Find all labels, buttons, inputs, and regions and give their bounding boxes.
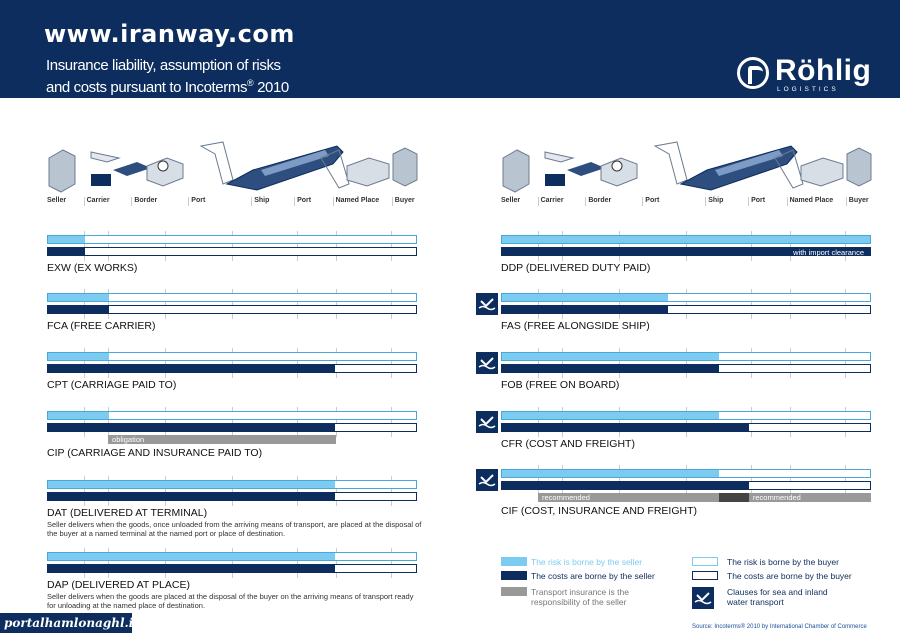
risk-fill bbox=[48, 481, 335, 488]
stage-label: Ship bbox=[708, 197, 724, 204]
buyer-building-icon bbox=[847, 148, 871, 186]
train-icon bbox=[567, 162, 605, 176]
cost-bar bbox=[501, 481, 871, 490]
warehouse-icon bbox=[801, 158, 843, 186]
legend-risk-seller-swatch bbox=[501, 557, 527, 566]
rohlig-logo bbox=[737, 54, 883, 95]
legend-cost-seller: The costs are borne by the seller bbox=[531, 571, 655, 581]
risk-fill bbox=[502, 412, 719, 419]
risk-fill bbox=[502, 353, 719, 360]
site-url[interactable]: www.iranway.com bbox=[44, 20, 295, 48]
risk-fill bbox=[502, 294, 668, 301]
risk-bar bbox=[501, 235, 871, 244]
risk-bar bbox=[501, 293, 871, 302]
header-banner bbox=[0, 0, 900, 98]
insurance-label: obligation bbox=[112, 435, 145, 444]
subtitle-line-2 bbox=[46, 78, 289, 96]
stage-tick bbox=[846, 197, 847, 206]
truck-icon bbox=[545, 174, 565, 186]
stage-label: Port bbox=[297, 197, 312, 204]
truck-icon bbox=[91, 174, 111, 186]
legend-insurance: Transport insurance is the responsibility of the seller bbox=[531, 587, 629, 607]
sea-transport-icon bbox=[476, 293, 498, 315]
risk-fill bbox=[48, 294, 109, 301]
risk-bar bbox=[47, 235, 417, 244]
legend-risk-buyer: The risk is borne by the buyer bbox=[727, 557, 839, 567]
risk-fill bbox=[502, 470, 719, 477]
stage-tick bbox=[333, 197, 334, 206]
stage-tick bbox=[131, 197, 132, 206]
term-name: FOB (FREE ON BOARD) bbox=[501, 379, 620, 391]
risk-bar bbox=[501, 469, 871, 478]
plane-icon bbox=[545, 152, 573, 162]
term-name: FCA (FREE CARRIER) bbox=[47, 320, 156, 332]
cost-fill bbox=[48, 424, 335, 431]
insurance-bar-2 bbox=[749, 493, 871, 502]
footer-banner bbox=[0, 611, 144, 633]
risk-bar bbox=[47, 552, 417, 561]
legend-sea: Clauses for sea and inland water transport bbox=[727, 587, 828, 607]
stage-label: Carrier bbox=[540, 197, 564, 204]
stage-tick bbox=[585, 197, 586, 206]
cost-fill bbox=[48, 306, 109, 313]
stage-label: Named Place bbox=[335, 197, 380, 204]
stage-tick bbox=[188, 197, 189, 206]
transport-illustration bbox=[47, 140, 447, 200]
insurance-bar bbox=[108, 435, 336, 444]
stage-label: Border bbox=[588, 197, 612, 204]
risk-bar bbox=[501, 411, 871, 420]
cost-bar bbox=[47, 423, 417, 432]
stage-label: Buyer bbox=[848, 197, 869, 204]
customs-sign-icon bbox=[158, 161, 168, 171]
stage-tick bbox=[294, 197, 295, 206]
customs-sign-icon bbox=[612, 161, 622, 171]
transport-illustration bbox=[501, 140, 900, 200]
legend-cost-buyer-swatch bbox=[692, 571, 718, 580]
subtitle-line-2-text: and costs pursuant to Incoterms bbox=[46, 79, 248, 96]
cost-fill bbox=[502, 482, 749, 489]
term-description: Seller delivers when the goods are placed at the disposal of the buyer on the arriving means of transport ready for unloading at the named place of destination. bbox=[47, 592, 414, 610]
stage-label: Seller bbox=[47, 197, 67, 204]
cost-bar bbox=[47, 492, 417, 501]
seller-building-icon bbox=[503, 150, 529, 192]
risk-bar bbox=[501, 352, 871, 361]
stage-tick bbox=[642, 197, 643, 206]
stage-label: Carrier bbox=[86, 197, 110, 204]
cost-bar bbox=[47, 364, 417, 373]
logo-mark-icon bbox=[737, 57, 769, 89]
term-name: DAT (DELIVERED AT TERMINAL) bbox=[47, 507, 208, 519]
cost-fill bbox=[48, 365, 335, 372]
term-name: DDP (DELIVERED DUTY PAID) bbox=[501, 262, 651, 274]
risk-fill bbox=[502, 236, 870, 243]
stage-label: Port bbox=[645, 197, 660, 204]
legend-risk-buyer-swatch bbox=[692, 557, 718, 566]
risk-fill bbox=[48, 412, 109, 419]
risk-fill bbox=[48, 553, 335, 560]
cost-bar bbox=[501, 305, 871, 314]
stage-tick bbox=[787, 197, 788, 206]
insurance-label: recommended bbox=[542, 493, 590, 502]
train-icon bbox=[113, 162, 151, 176]
legend-risk-seller: The risk is borne by the seller bbox=[531, 557, 643, 567]
stage-tick bbox=[538, 197, 539, 206]
subtitle-line-1: Insurance liability, assumption of risks bbox=[46, 57, 281, 74]
term-name: CIP (CARRIAGE AND INSURANCE PAID TO) bbox=[47, 447, 263, 459]
cost-fill bbox=[502, 365, 719, 372]
cost-bar bbox=[47, 305, 417, 314]
legend-cost-seller-swatch bbox=[501, 571, 527, 580]
risk-bar bbox=[47, 411, 417, 420]
insurance-label-2: recommended bbox=[752, 493, 801, 502]
term-name: FAS (FREE ALONGSIDE SHIP) bbox=[501, 320, 650, 332]
stage-label: Seller bbox=[501, 197, 521, 204]
crane-icon bbox=[655, 142, 687, 184]
stage-label: Ship bbox=[254, 197, 270, 204]
term-description: Seller delivers when the goods, once unloaded from the arriving means of transport, are placed at the disposal of the buyer at a named terminal at the named port or place of destination. bbox=[47, 520, 422, 538]
subtitle-year: 2010 bbox=[257, 79, 289, 96]
buyer-building-icon bbox=[393, 148, 417, 186]
cost-fill bbox=[48, 248, 85, 255]
term-name: DAP (DELIVERED AT PLACE) bbox=[47, 579, 190, 591]
crane-icon bbox=[201, 142, 233, 184]
seller-building-icon bbox=[49, 150, 75, 192]
cost-bar bbox=[501, 423, 871, 432]
brand-name: Röhlig bbox=[775, 54, 872, 87]
cost-fill bbox=[502, 424, 749, 431]
legend-sea-icon bbox=[692, 587, 714, 609]
risk-bar bbox=[47, 480, 417, 489]
sea-transport-icon bbox=[476, 469, 498, 491]
cost-fill bbox=[48, 493, 335, 500]
stage-label: Border bbox=[134, 197, 158, 204]
cost-bar bbox=[47, 247, 417, 256]
risk-fill bbox=[48, 353, 109, 360]
stage-tick bbox=[705, 197, 706, 206]
stage-tick bbox=[84, 197, 85, 206]
brand-subtitle: LOGISTICS bbox=[777, 86, 839, 93]
insurance-bar bbox=[538, 493, 719, 502]
plane-icon bbox=[91, 152, 119, 162]
legend-cost-buyer: The costs are borne by the buyer bbox=[727, 571, 852, 581]
term-name: CIF (COST, INSURANCE AND FREIGHT) bbox=[501, 505, 698, 517]
stage-label: Port bbox=[191, 197, 206, 204]
stage-tick bbox=[392, 197, 393, 206]
legend-insurance-swatch bbox=[501, 587, 527, 596]
insurance-gap bbox=[719, 493, 749, 502]
sea-transport-icon bbox=[476, 411, 498, 433]
footer-site[interactable]: portalhamlonaghl.ir/ bbox=[4, 616, 144, 630]
stage-tick bbox=[748, 197, 749, 206]
term-name: EXW (EX WORKS) bbox=[47, 262, 138, 274]
term-name: CFR (COST AND FREIGHT) bbox=[501, 438, 635, 450]
cost-note: with import clearance bbox=[793, 248, 864, 257]
stage-label: Port bbox=[751, 197, 766, 204]
cost-bar bbox=[47, 564, 417, 573]
cost-fill bbox=[502, 306, 668, 313]
risk-fill bbox=[48, 236, 85, 243]
term-name: CPT (CARRIAGE PAID TO) bbox=[47, 379, 177, 391]
sea-transport-icon bbox=[476, 352, 498, 374]
stage-label: Named Place bbox=[789, 197, 834, 204]
cost-fill bbox=[48, 565, 335, 572]
risk-bar bbox=[47, 293, 417, 302]
warehouse-icon bbox=[347, 158, 389, 186]
risk-bar bbox=[47, 352, 417, 361]
stage-tick bbox=[251, 197, 252, 206]
cost-bar bbox=[501, 364, 871, 373]
source-note: Source: Incoterms® 2010 by International Chamber of Commerce bbox=[692, 624, 867, 630]
cost-bar bbox=[501, 247, 871, 256]
registered-mark: ® bbox=[247, 78, 254, 88]
stage-label: Buyer bbox=[394, 197, 415, 204]
